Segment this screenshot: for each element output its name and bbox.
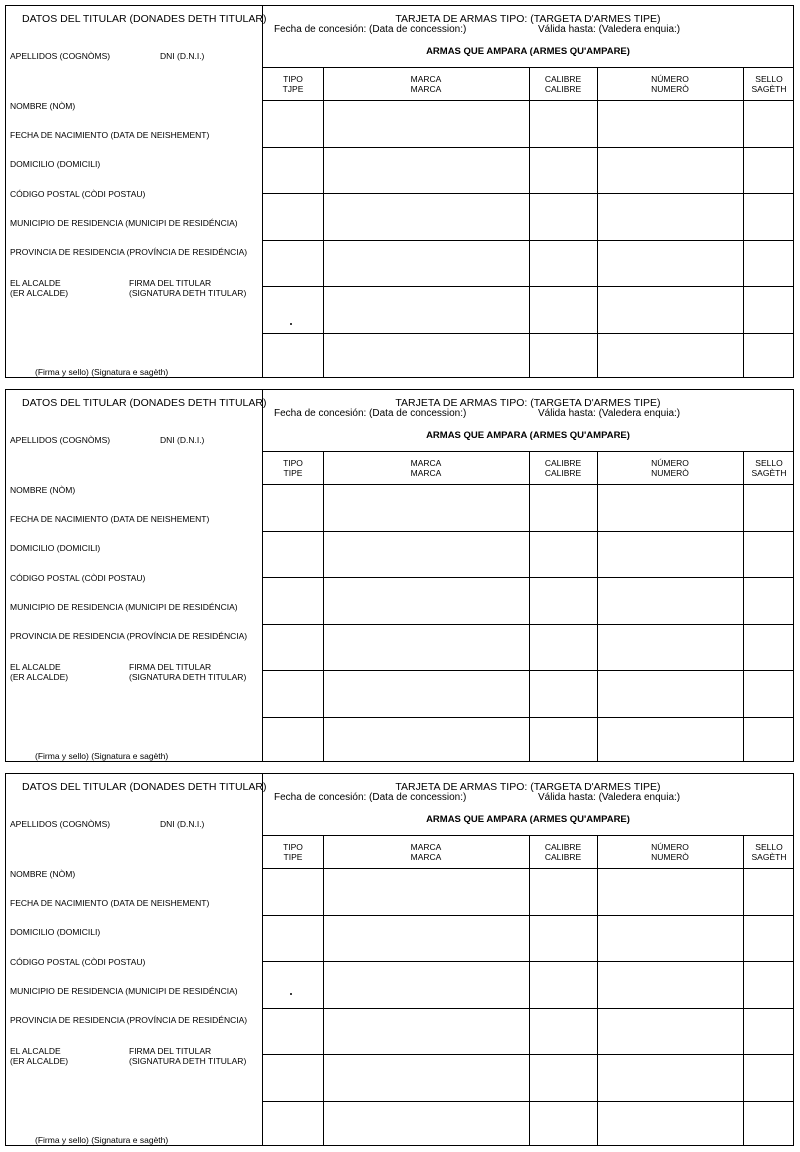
column-divider	[743, 67, 744, 377]
column-header-line2: CALIBRE	[544, 852, 582, 862]
column-divider	[597, 451, 598, 761]
fecha-concesion-label: Fecha de concesión: (Data de concession:)	[274, 408, 467, 419]
column-divider	[323, 835, 324, 1145]
row-rule	[263, 147, 793, 148]
column-header	[529, 458, 597, 478]
column-header-line1: NÚMERO	[651, 458, 689, 468]
fecha-nacimiento-label: FECHA DE NACIMIENTO (DATA DE NEISHEMENT)	[10, 898, 210, 908]
armas-table	[263, 835, 793, 1145]
column-header-line2: MARCA	[410, 84, 442, 94]
alcalde-label: EL ALCALDE	[10, 662, 61, 672]
row-rule	[263, 915, 793, 916]
nombre-label: NOMBRE (NÒM)	[10, 485, 76, 495]
row-rule	[263, 624, 793, 625]
row-rule	[263, 193, 793, 194]
municipio-label: MUNICIPIO DE RESIDENCIA (MUNICIPI DE RESIDÉNCIA)	[10, 218, 238, 228]
column-header-line1: SELLO	[755, 74, 783, 84]
valida-hasta-label: Válida hasta: (Valedera enquia:)	[538, 792, 681, 803]
column-divider	[529, 451, 530, 761]
firma-titular-label: FIRMA DEL TITULAR	[129, 662, 212, 672]
firma-sello-label: (Firma y sello) (Signatura e sagèth)	[35, 1135, 169, 1145]
municipio-label: MUNICIPIO DE RESIDENCIA (MUNICIPI DE RESIDÉNCIA)	[10, 602, 238, 612]
provincia-label: PROVINCIA DE RESIDENCIA (PROVÍNCIA DE RESIDÉNCIA)	[10, 247, 248, 257]
column-header-line2: CALIBRE	[544, 468, 582, 478]
column-header	[597, 74, 743, 94]
tarjeta-title: TARJETA DE ARMAS TIPO: (TARGETA D'ARMES TIPE)	[395, 397, 661, 409]
firma-sello-label: (Firma y sello) (Signatura e sagèth)	[35, 751, 169, 761]
column-header-line1: CALIBRE	[544, 842, 582, 852]
firma-sello-label: (Firma y sello) (Signatura e sagèth)	[35, 367, 169, 377]
fecha-nacimiento-label: FECHA DE NACIMIENTO (DATA DE NEISHEMENT)	[10, 130, 210, 140]
titular-section	[6, 390, 267, 761]
valida-hasta-label: Válida hasta: (Valedera enquia:)	[538, 24, 681, 35]
tarjeta-section	[263, 774, 793, 1145]
alcalde-label: EL ALCALDE	[10, 278, 61, 288]
firma-titular-label-alt: (SIGNATURA DETH TITULAR)	[129, 1056, 247, 1066]
nombre-label: NOMBRE (NÒM)	[10, 869, 76, 879]
column-header-line1: MARCA	[410, 74, 442, 84]
firma-titular-label-alt: (SIGNATURA DETH TITULAR)	[129, 288, 247, 298]
column-header	[743, 458, 795, 478]
column-divider	[597, 67, 598, 377]
ink-mark	[290, 323, 292, 325]
domicilio-label: DOMICILIO (DOMICILI)	[10, 159, 101, 169]
header-rule	[263, 484, 793, 485]
dni-label: DNI (D.N.I.)	[160, 51, 205, 61]
codigo-postal-label: CÓDIGO POSTAL (CÒDI POSTAU)	[10, 957, 146, 967]
column-header-line2: NUMERÒ	[651, 84, 689, 94]
column-header	[529, 842, 597, 862]
row-rule	[263, 1008, 793, 1009]
dni-label: DNI (D.N.I.)	[160, 435, 205, 445]
column-header	[323, 458, 529, 478]
license-card	[5, 773, 794, 1146]
provincia-label: PROVINCIA DE RESIDENCIA (PROVÍNCIA DE RESIDÉNCIA)	[10, 1015, 248, 1025]
titular-title: DATOS DEL TITULAR (DONADES DETH TITULAR)	[22, 13, 267, 25]
column-header-line2: SAGÈTH	[751, 468, 787, 478]
row-rule	[263, 531, 793, 532]
row-rule	[263, 333, 793, 334]
column-header-line1: TIPO	[283, 458, 303, 468]
codigo-postal-label: CÓDIGO POSTAL (CÒDI POSTAU)	[10, 189, 146, 199]
municipio-label: MUNICIPIO DE RESIDENCIA (MUNICIPI DE RESIDÉNCIA)	[10, 986, 238, 996]
column-header-line2: TJPE	[282, 84, 304, 94]
column-header-line2: CALIBRE	[544, 84, 582, 94]
table-top-rule	[263, 451, 793, 452]
column-header-line2: SAGÈTH	[751, 84, 787, 94]
firma-titular-label-alt: (SIGNATURA DETH TITULAR)	[129, 672, 247, 682]
license-card	[5, 389, 794, 762]
armas-title: ARMAS QUE AMPARA (ARMES QU'AMPARE)	[426, 46, 630, 57]
dni-label: DNI (D.N.I.)	[160, 819, 205, 829]
header-rule	[263, 100, 793, 101]
column-header-line1: MARCA	[410, 458, 442, 468]
column-divider	[597, 835, 598, 1145]
column-header	[597, 458, 743, 478]
column-header	[743, 74, 795, 94]
alcalde-label-alt: (ER ALCALDE)	[10, 672, 69, 682]
column-header-line1: CALIBRE	[544, 74, 582, 84]
row-rule	[263, 286, 793, 287]
nombre-label: NOMBRE (NÒM)	[10, 101, 76, 111]
fecha-concesion-label: Fecha de concesión: (Data de concession:)	[274, 792, 467, 803]
column-header	[743, 842, 795, 862]
alcalde-label-alt: (ER ALCALDE)	[10, 288, 69, 298]
row-rule	[263, 240, 793, 241]
row-rule	[263, 717, 793, 718]
tarjeta-title: TARJETA DE ARMAS TIPO: (TARGETA D'ARMES TIPE)	[395, 13, 661, 25]
column-header-line2: NUMERÒ	[651, 852, 689, 862]
column-header-line1: SELLO	[755, 842, 783, 852]
license-card	[5, 5, 794, 378]
row-rule	[263, 577, 793, 578]
table-top-rule	[263, 67, 793, 68]
table-top-rule	[263, 835, 793, 836]
firma-titular-label: FIRMA DEL TITULAR	[129, 1046, 212, 1056]
column-header-line1: MARCA	[410, 842, 442, 852]
column-header-line2: TIPE	[283, 468, 303, 478]
column-divider	[743, 835, 744, 1145]
row-rule	[263, 670, 793, 671]
column-header-line1: TIPO	[283, 842, 303, 852]
codigo-postal-label: CÓDIGO POSTAL (CÒDI POSTAU)	[10, 573, 146, 583]
column-header-line2: MARCA	[410, 852, 442, 862]
column-header-line2: MARCA	[410, 468, 442, 478]
column-divider	[743, 451, 744, 761]
armas-table	[263, 67, 793, 377]
firma-titular-label: FIRMA DEL TITULAR	[129, 278, 212, 288]
column-header-line1: CALIBRE	[544, 458, 582, 468]
fecha-concesion-label: Fecha de concesión: (Data de concession:)	[274, 24, 467, 35]
column-header-line1: SELLO	[755, 458, 783, 468]
domicilio-label: DOMICILIO (DOMICILI)	[10, 543, 101, 553]
provincia-label: PROVINCIA DE RESIDENCIA (PROVÍNCIA DE RESIDÉNCIA)	[10, 631, 248, 641]
domicilio-label: DOMICILIO (DOMICILI)	[10, 927, 101, 937]
titular-title: DATOS DEL TITULAR (DONADES DETH TITULAR)	[22, 781, 267, 793]
column-header	[263, 458, 323, 478]
column-divider	[323, 451, 324, 761]
armas-table	[263, 451, 793, 761]
column-header-line2: TIPE	[283, 852, 303, 862]
column-header	[263, 842, 323, 862]
column-header	[529, 74, 597, 94]
titular-title: DATOS DEL TITULAR (DONADES DETH TITULAR)	[22, 397, 267, 409]
tarjeta-title: TARJETA DE ARMAS TIPO: (TARGETA D'ARMES TIPE)	[395, 781, 661, 793]
column-header	[263, 74, 323, 94]
row-rule	[263, 1054, 793, 1055]
apellidos-label: APELLIDOS (COGNÒMS)	[10, 51, 111, 61]
fecha-nacimiento-label: FECHA DE NACIMIENTO (DATA DE NEISHEMENT)	[10, 514, 210, 524]
armas-title: ARMAS QUE AMPARA (ARMES QU'AMPARE)	[426, 814, 630, 825]
column-header-line1: TIPO	[283, 74, 303, 84]
valida-hasta-label: Válida hasta: (Valedera enquia:)	[538, 408, 681, 419]
column-header-line1: NÚMERO	[651, 842, 689, 852]
titular-section	[6, 6, 267, 377]
tarjeta-section	[263, 390, 793, 761]
column-header-line1: NÚMERO	[651, 74, 689, 84]
ink-mark	[290, 993, 292, 995]
alcalde-label: EL ALCALDE	[10, 1046, 61, 1056]
column-divider	[529, 835, 530, 1145]
column-header	[597, 842, 743, 862]
row-rule	[263, 1101, 793, 1102]
column-divider	[323, 67, 324, 377]
column-header	[323, 74, 529, 94]
column-divider	[529, 67, 530, 377]
apellidos-label: APELLIDOS (COGNÒMS)	[10, 435, 111, 445]
row-rule	[263, 961, 793, 962]
column-header	[323, 842, 529, 862]
armas-title: ARMAS QUE AMPARA (ARMES QU'AMPARE)	[426, 430, 630, 441]
apellidos-label: APELLIDOS (COGNÒMS)	[10, 819, 111, 829]
titular-section	[6, 774, 267, 1145]
tarjeta-section	[263, 6, 793, 377]
alcalde-label-alt: (ER ALCALDE)	[10, 1056, 69, 1066]
header-rule	[263, 868, 793, 869]
column-header-line2: NUMERÒ	[651, 468, 689, 478]
column-header-line2: SAGÈTH	[751, 852, 787, 862]
